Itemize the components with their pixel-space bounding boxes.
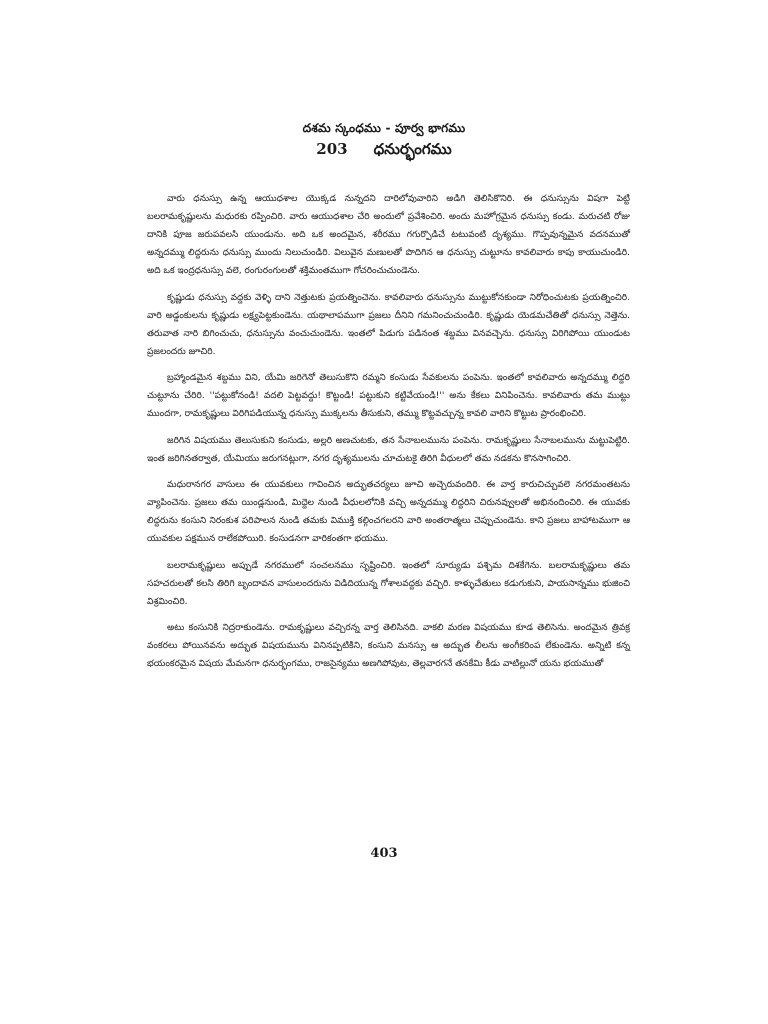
running-head: దశమ స్కంధము - పూర్వ భాగము xyxy=(302,121,466,135)
paragraph: కృష్ణుడు ధనుస్సు వద్దకు వెళ్ళి దాని నెత్తుటకు ప్రయత్నించెను. కావలివారు ధనుస్సును ముట్టుకోనకుండా నిరోధించుటకు ప్రయత్నించిరి. వారి అడ్డంకులను కృష్ణుడు లక్ష్యపెట్టకుండెను. యథాలాపముగా ప్రజలు దీనిని గమనించుచుండిరి. కృష్ణుడు యెడమచేతితో ధనుస్సు నెత్తెను. తరువాత నారి బిగించుచు, ధనుస్సును వంచుచుండెను. ఇంతలో పిడుగు పడినంత శబ్దము వినవచ్చెను. ధనుస్సు విరిగిపోయి యుండుట ప్రజలందరు జూచిరి. xyxy=(147,292,630,357)
paragraph: వారు ధనుస్సు ఉన్న ఆయుధశాల యొక్కడ నున్నదని దారిలోవువారిని అడిగి తెలిసికొనిరి. ఈ ధనుస్సును విషగా పెట్టి బలరామకృష్ణులను మధురకు రప్పించిరి. వారు ఆయుధశాల చేరి అందులో ప్రవేశించిరి. అందు మహోగ్రమైన ధనుస్సు కండు. మరుచటి రోజు దానికి పూజ జరుపవలసి యుండును. అది ఒక అందమైన, శరీరము గగుర్పొడిచే టటువంటి దృశ్యము. గొప్పవున్నమైన వదనముతో అన్నదమ్ము లిద్దరును ధనుస్సు ముందు నిలుచుండిరి. విలువైన మణులతో పొదిగిన ఆ ధనుస్సు చుట్టూను కావలివారు కాపు కాయుచుండిరి. అది ఒక ఇంద్రధనుస్సు వలె, రంగురంగులతో శక్తిమంతముగా గోచరించుచుండెను. xyxy=(147,194,630,276)
paragraph: బ్రహ్మాండమైన శబ్దము విని, యేమి జరిగెనో తెలుసుకొని రమ్మని కంసుడు సేవకులను పంపెను. ఇంతలో కావలివారు అన్నదమ్ము లిద్దరి చుట్టూను చేరిరి. ''పట్టుకోనండి! వదలి పెట్టవద్దు! కొట్టండి! పట్టుకుని కట్టివేయండి!'' అను కేకలు వినిపించెను. కావలివారు తమ ముట్టు ముందగా, రామకృష్ణులు విరిగిపడియున్న ధనుస్సు ముక్కలను తీసుకుని, తమ్ము కొట్టవచ్చున్న కావలి వారిని కొట్టుట ప్రారంభించిరి. xyxy=(147,373,630,419)
page-number: 403 xyxy=(370,846,398,861)
chapter-number: 203 xyxy=(316,140,348,158)
paragraph: జరిగిన విషయము తెలుసుకుని కంసుడు, అల్లరి అణచుటకు, తన సేనాబలమును పంపెను. రామకృష్ణులు సేనాబలమును మట్టుపెట్టిరి. ఇంత జరిగినతర్వాత, యేమియు జరుగనట్లుగా, నగర దృశ్యములను చూచుటకై తిరిగి వీధులలో తమ నడకను కొనసాగించిరి. xyxy=(147,435,630,464)
chapter-title xyxy=(0,140,768,162)
paragraph: మధురానగర వాసులు ఈ యువకులు గావించిన అద్భుతచర్యలు జూచి అచ్చెరువందిరి. ఈ వార్త కారుచిచ్చువలె నగరమంతటను వ్యాపించెను. ప్రజలు తమ యిండ్లనుండి, మిద్దెల నుండి వీధులలోనికి వచ్చి అన్నదమ్ము లిద్దరిని చిరునవ్వులతో అభినందించిరి. ఈ యువకు లిద్దరును కంసుని నిరంకుశ పరిపాలన నుండి తమకు విముక్తి కల్గించగలరని వారి అంతరాత్మలు చెప్పుచుండెను. కాని ప్రజలు బాహాటముగా ఆ యువకుల పక్షమున రాలేకపోయిరి. కంసుడనగా వారికంతగా భయము. xyxy=(147,480,630,544)
paragraph: అటు కంసునికి నిద్రరాకుండెను. రామకృష్ణులు వచ్చిరన్న వార్త తెలిసినది. వాకలి మరణ విషయము కూడ తెలిసెను. అందమైన త్రివక్ర వంకరలు పోయినవను అద్భుత విషయమును వినినప్పటికిని, కంసుని మనస్సు ఆ అద్భుత లీలను అంగీకరింప లేకుండెను. అన్నిటి కన్న భయంకరమైన విషయ మేమనగా ధనుర్భంగము, రాజసైన్యము అణగిపోవుట, తెల్లవారగనే తనకేమి కీడు వాటిల్లునో యను భయముతో xyxy=(147,623,630,669)
body-text xyxy=(147,190,630,682)
chapter-title-text: ధనుర్భంగము xyxy=(373,140,452,158)
paragraph: బలరామకృష్ణులు అప్పుడే నగరములో సంచలనము సృష్టించిరి. ఇంతలో సూర్యుడు పశ్చిమ దిశకేగెను. బలరామకృష్ణులు తమ సహచరులతో కలసి తిరిగి బృందావన వాసులందరును విడిదియున్న గోశాలవద్దకు వచ్చిరి. కాళ్ళుచేతులు కడుగుకుని, పాయసాన్నము భుజించి విశ్రమించిరి. xyxy=(147,560,631,607)
